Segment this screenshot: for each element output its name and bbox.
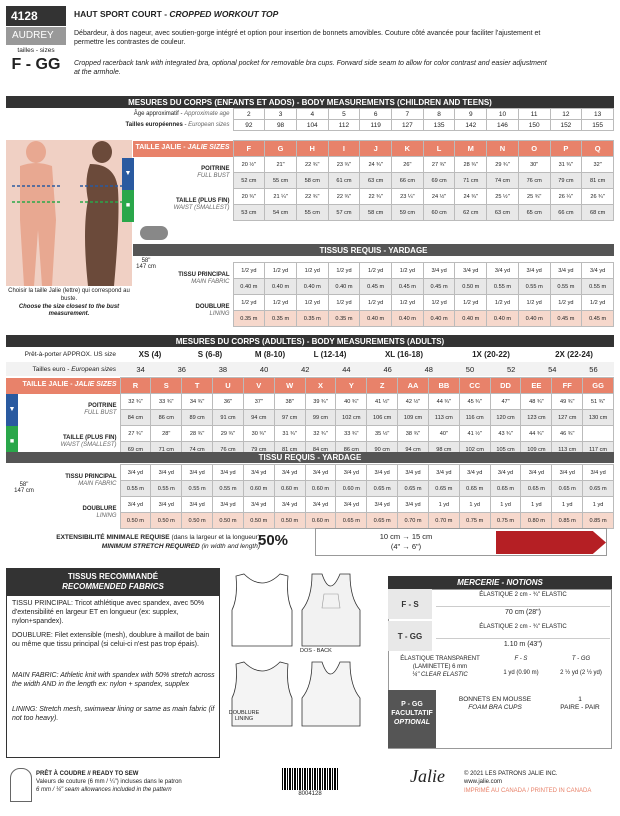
- stretch-label: EXTENSIBILITÉ MINIMALE REQUISE (dans la largeur et la longueur) MINIMUM STRETCH REQUIRED (in width and length): [56, 534, 260, 550]
- waist-marker-icon: ■: [122, 190, 134, 222]
- back-label: DOS - BACK: [300, 648, 332, 654]
- fabric-p3: MAIN FABRIC: Athletic knit with spandex with 50% stretch across the width AND in the length ex: nylon + spandex, supplex: [12, 672, 215, 688]
- kids-yardage-title: TISSUS REQUIS - YARDAGE: [133, 244, 614, 256]
- kids-age-table: Âge approximatif - Approximate age 2 3 4 5 6 7 8 9 10 11 12 13 Tailles européennes - European sizes 92 98 104 112 119 127 135 142 146 150 152 155: [6, 108, 614, 131]
- notion-el2v: 1.10 m (43"): [436, 638, 610, 648]
- clear-fs: F - S: [514, 656, 528, 662]
- fabrics-title: TISSUS RECOMMANDÉ RECOMMENDED FABRICS: [6, 568, 220, 596]
- notion-fs: F - S: [388, 589, 432, 619]
- clear-fs-val: 1 yd (0.90 m): [503, 670, 539, 676]
- barcode-number: 8004128: [298, 791, 322, 797]
- brand-logo: Jalie: [410, 766, 445, 786]
- notion-el1: ÉLASTIQUE 2 cm - ¾" ELASTIC: [479, 592, 567, 598]
- lining-label: DOUBLURE LINING: [228, 710, 260, 722]
- stretch-arrow-icon: [496, 531, 606, 554]
- kids-size-table: TAILLE JALIE - JALIE SIZES F G H I J K L M N O P Q POITRINE FULL BUST 20 ½" 21" 22 ¾" 23 ¾" 24 ¾" 26" 27 ¾" 28 ¾" 29 ¾" 30" 31 ¾" 32" 52 cm 55 cm 58 cm 61 cm 63 cm 66 cm 69 cm 71 cm 74 cm 76 cm 79 cm 81 cm TAILLE (PLUS FIN) WAIST (SMALLEST) 20 ¾" 21 ¼" 22 ¾" 22 ¾" 22 ¾" 23 ¼" 24 ½" 24 ¾" 25 ½" 25 ¾" 26 ¼" 26 ¾" 53 cm 54 cm 55 cm 57 cm 58 cm 59 cm 60 cm 62 cm 63 cm 65 cm 66 cm 68 cm: [133, 140, 614, 221]
- desc-en: Cropped racerback tank with integrated bra, optional pocket for removable bra cups. Forward side seam to allow for color contrast and easier adjustment at the armhole.: [74, 60, 547, 76]
- fabrics-box: [6, 568, 220, 758]
- sizes-label: tailles - sizes: [17, 47, 55, 54]
- footer-ready: PRÊT À COUDRE // READY TO SEW Valeurs de couture (6 mm / ¼") incluses dans le patron 6 mm / ¼" seam allowances included in the pattern: [36, 771, 182, 794]
- stretch-percent: 50%: [258, 532, 289, 549]
- footer-copy: © 2021 LES PATRONS JALIE INC. www.jalie.com IMPRIMÉ AU CANADA / PRINTED IN CANADA: [464, 771, 592, 794]
- adult-yardage-table: TISSU PRINCIPAL MAIN FABRIC 3/4 yd 3/4 yd 3/4 yd 3/4 yd 3/4 yd 3/4 yd 3/4 yd 3/4 yd 3/4 yd 3/4 yd 3/4 yd 3/4 yd 3/4 yd 3/4 yd 3/4 yd 3/4 yd 0.55 m 0.55 m 0.55 m 0.55 m 0.60 m 0.60 m 0.60 m 0.60 m 0.65 m 0.65 m 0.65 m 0.65 m 0.65 m 0.65 m 0.65 m 0.65 m DOUBLURE LINING 3/4 yd 3/4 yd 3/4 yd 3/4 yd 3/4 yd 3/4 yd 3/4 yd 3/4 yd 3/4 yd 3/4 yd 1 yd 1 yd 1 yd 1 yd 1 yd 1 yd 0.50 m 0.50 m 0.50 m 0.50 m 0.50 m 0.50 m 0.60 m 0.65 m 0.65 m 0.70 m 0.70 m 0.75 m 0.75 m 0.80 m 0.85 m 0.85 m: [44, 464, 614, 529]
- bust-marker-icon: ▼: [122, 158, 134, 190]
- notion-el2: ÉLASTIQUE 2 cm - ¾" ELASTIC: [479, 624, 567, 630]
- notion-cups: BONNETS EN MOUSSE FOAM BRA CUPS: [458, 696, 532, 712]
- clear-tgg-val: 2 ½ yd (2 ½ yd): [560, 670, 602, 676]
- body-figure-panel: [6, 140, 132, 286]
- barcode: [282, 768, 338, 790]
- desc-fr: Débardeur, à dos nageur, avec soutien-gorge intégré et option pour insertion de bonnets amovibles. Couture côté avancée pour faciliter l'ajustement et permettre les contrastes de couleur.: [74, 30, 541, 46]
- adult-title: MESURES DU CORPS (ADULTES) - BODY MEASUREMENTS (ADULTS): [6, 335, 614, 347]
- kids-width: 58" 147 cm: [136, 258, 156, 270]
- pattern-name: AUDREY: [6, 27, 66, 45]
- eu-row: Tailles euro - European sizes 34 36 38 40 42 44 46 48 50 52 54 56: [6, 362, 614, 376]
- notion-el1v: 70 cm (28"): [436, 606, 610, 616]
- adult-waist-marker-icon: ■: [6, 426, 18, 458]
- choose-note: Choisir la taille Jalie (lettre) qui correspond au buste. Choose the size closest to the bust measurement.: [8, 288, 130, 318]
- size-range: F - GG: [11, 56, 61, 73]
- stretch-gauge: 10 cm → 15 cm (4" → 6"): [315, 528, 607, 556]
- fabric-roll-icon: [140, 226, 168, 240]
- title: HAUT SPORT COURT - CROPPED WORKOUT TOP: [74, 9, 279, 19]
- fabric-p4: LINING: Stretch mesh, swimwear lining or same as main fabric (if not too heavy).: [12, 706, 215, 722]
- notion-pair: 1 PAIRE - PAIR: [560, 696, 600, 712]
- notions-title: MERCERIE - NOTIONS: [388, 576, 612, 589]
- adult-yardage-title: TISSU REQUIS - YARDAGE: [6, 452, 614, 463]
- adult-width: 58" 147 cm: [14, 482, 34, 494]
- kids-yardage-table: TISSU PRINCIPAL MAIN FABRIC 1/2 yd 1/2 yd 1/2 yd 1/2 yd 1/2 yd 1/2 yd 3/4 yd 3/4 yd 3/4 yd 3/4 yd 3/4 yd 3/4 yd 0.40 m 0.40 m 0.40 m 0.40 m 0.45 m 0.45 m 0.45 m 0.50 m 0.55 m 0.55 m 0.55 m 0.55 m DOUBLURE LINING 1/2 yd 1/2 yd 1/2 yd 1/2 yd 1/2 yd 1/2 yd 1/2 yd 1/2 yd 1/2 yd 1/2 yd 1/2 yd 1/2 yd 0.35 m 0.35 m 0.35 m 0.35 m 0.40 m 0.40 m 0.40 m 0.40 m 0.40 m 0.40 m 0.45 m 0.45 m: [160, 262, 614, 327]
- eu-label: Tailles européennes - European sizes: [125, 121, 230, 128]
- notion-optional: P - GG FACULTATIF OPTIONAL: [388, 690, 436, 748]
- clear-tgg: T - GG: [571, 656, 591, 662]
- pattern-piece-icon: [10, 768, 32, 802]
- fabric-p2: DOUBLURE: Filet extensible (mesh), doublure à maillot de bain ou même que tissu principal (si celui-ci n'est pas trop épais).: [12, 632, 210, 648]
- rtw-row: Prêt-à-porter APPROX. US size XS (4) S (6-8) M (8-10) L (12-14) XL (16-18) 1X (20-22) 2X (22-24): [24, 350, 593, 359]
- pattern-number: 4128: [6, 6, 66, 26]
- adult-size-table: TAILLE JALIE - JALIE SIZES R S T U V W X Y Z AA BB CC DD EE FF GG POITRINE FULL BUST 32 ¾" 33 ¾" 34 ¾" 36" 37" 38" 39 ¾" 40 ¾" 41 ½" 42 ½" 44 ¾" 45 ¾" 47" 48 ¾" 49 ¾" 51 ¾" 84 cm 86 cm 89 cm 91 cm 94 cm 97 cm 99 cm 102 cm 106 cm 109 cm 113 cm 116 cm 120 cm 123 cm 127 cm 130 cm TAILLE (PLUS FIN) WAIST (SMALLEST) 27 ¾" 28" 28 ¾" 29 ¾" 30 ¾" 31 ¾" 32 ¾" 33 ¾" 35 ½" 38 ¾" 40" 41 ½" 43 ¾" 44 ¾" 46 ¾" 69 cm 71 cm 74 cm 76 cm 79 cm 81 cm 84 cm 86 cm 90 cm 94 cm 98 cm 102 cm 105 cm 109 cm 113 cm 117 cm: [6, 377, 614, 458]
- notion-tgg: T - GG: [388, 621, 432, 651]
- age-label: Âge approximatif - Approximate age: [133, 110, 230, 117]
- body-silhouette-icon: [6, 140, 132, 286]
- notion-clear: ÉLASTIQUE TRANSPARENT (LAMINETTE) 6 mm ¼" CLEAR ELASTIC: [400, 656, 480, 678]
- fabric-p1: TISSU PRINCIPAL: Tricot athlétique avec spandex, avec 50% d'extensibilité en largeur ET en longueur (ex: supplex, nylon+spandex).: [12, 600, 205, 625]
- adult-bust-marker-icon: ▼: [6, 394, 18, 426]
- kids-title: MESURES DU CORPS (ENFANTS ET ADOS) - BODY MEASUREMENTS (CHILDREN AND TEENS): [6, 96, 614, 108]
